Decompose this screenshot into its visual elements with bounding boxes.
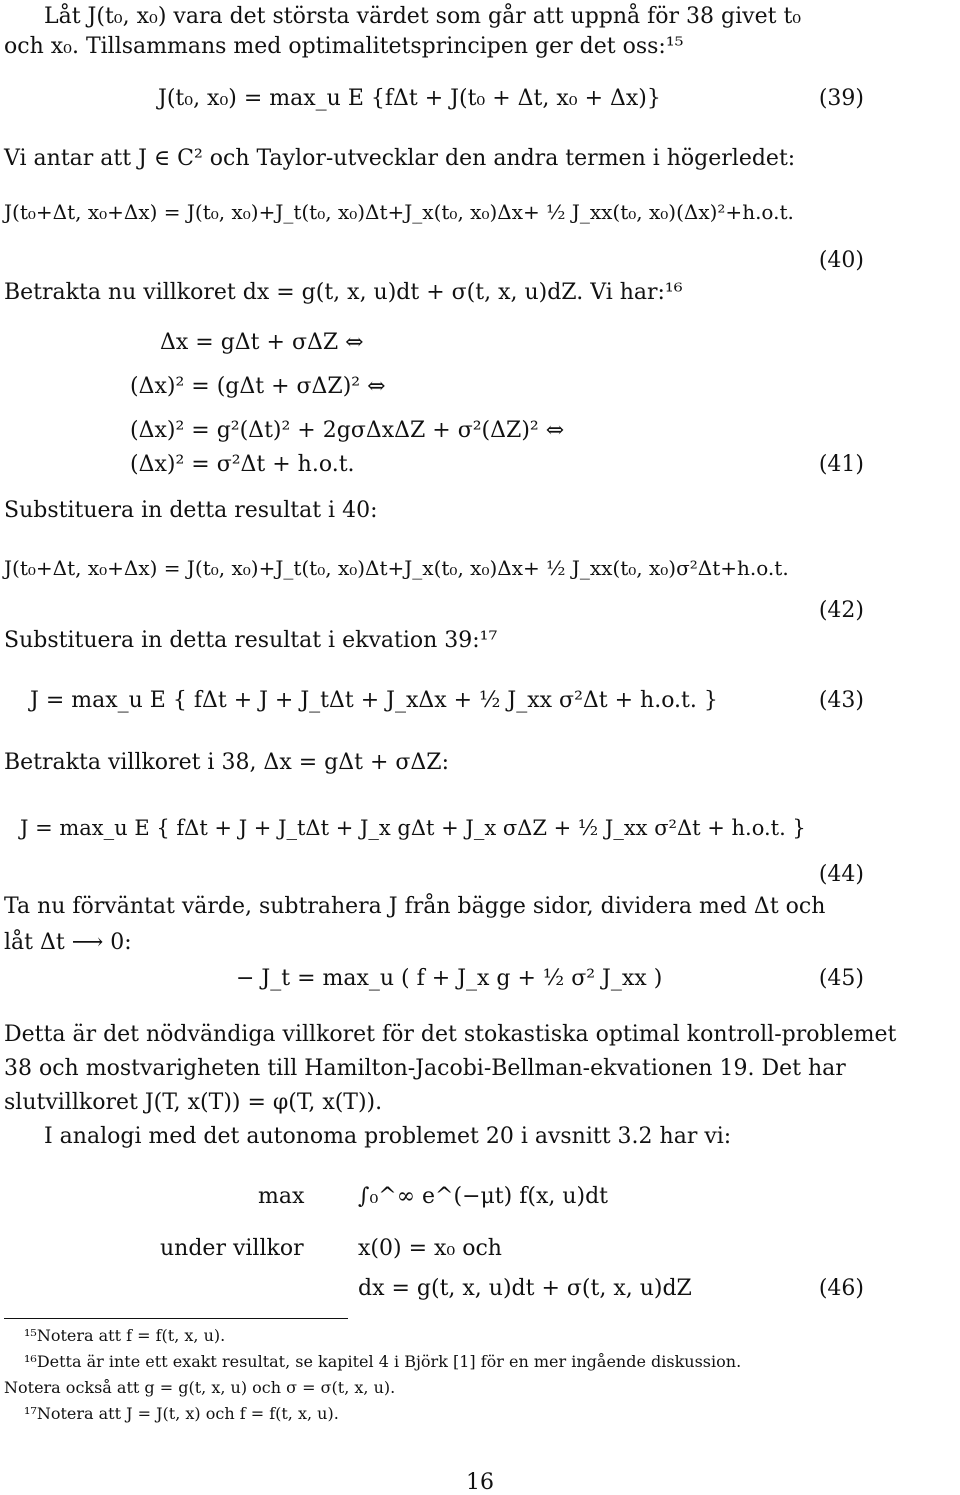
footnote-16: ¹⁶Detta är inte ett exakt resultat, se kapitel 4 i Björk [1] för en mer ingående diskussion. [24,1352,742,1371]
equation-number: (46) [818,1276,864,1301]
equation-46-objective: ∫₀^∞ e^(−μt) f(x, u)dt [358,1184,609,1209]
paragraph-line: Substituera in detta resultat i ekvation 39:¹⁷ [4,628,498,653]
page-number: 16 [466,1470,494,1495]
paragraph-line: låt Δt ⟶ 0: [4,930,132,955]
paragraph-line: Låt J(t₀, x₀) vara det största värdet som går att uppnå för 38 givet t₀ [44,4,802,29]
footnote-15: ¹⁵Notera att f = f(t, x, u). [24,1326,226,1345]
equation-42: J(t₀+Δt, x₀+Δx) = J(t₀, x₀)+J_t(t₀, x₀)Δt+J_x(t₀, x₀)Δx+ ½ J_xx(t₀, x₀)σ²Δt+h.o.t. [4,556,789,580]
paragraph-line: Betrakta nu villkoret dx = g(t, x, u)dt + σ(t, x, u)dZ. Vi har:¹⁶ [4,280,683,305]
paragraph-line: Ta nu förväntat värde, subtrahera J från bägge sidor, dividera med Δt och [4,894,826,919]
footnote-17: ¹⁷Notera att J = J(t, x) och f = f(t, x, u). [24,1404,339,1423]
equation-46-label: under villkor [160,1236,304,1261]
equation-41-line: (Δx)² = σ²Δt + h.o.t. [130,452,355,477]
equation-number: (41) [818,452,864,477]
equation-40: J(t₀+Δt, x₀+Δx) = J(t₀, x₀)+J_t(t₀, x₀)Δt+J_x(t₀, x₀)Δx+ ½ J_xx(t₀, x₀)(Δx)²+h.o.t. [4,200,794,224]
equation-number: (42) [818,598,864,623]
paragraph-line: och x₀. Tillsammans med optimalitetsprincipen ger det oss:¹⁵ [4,34,684,59]
equation-45: − J_t = max_u ( f + J_x g + ½ σ² J_xx ) [236,966,663,991]
equation-41-line: (Δx)² = (gΔt + σΔZ)² ⇔ [130,374,386,399]
equation-number: (43) [818,688,864,713]
paragraph-line: slutvillkoret J(T, x(T)) = φ(T, x(T)). [4,1090,383,1115]
equation-number: (45) [818,966,864,991]
equation-number: (40) [818,248,864,273]
equation-43: J = max_u E { fΔt + J + J_tΔt + J_xΔx + ½ J_xx σ²Δt + h.o.t. } [30,688,718,713]
footnote-16-cont: Notera också att g = g(t, x, u) och σ = σ(t, x, u). [4,1378,396,1397]
paragraph-line: Substituera in detta resultat i 40: [4,498,378,523]
equation-46-label: max [258,1184,305,1209]
paragraph-line: 38 och mostvarigheten till Hamilton-Jacobi-Bellman-ekvationen 19. Det har [4,1056,846,1081]
equation-46-constraint: x(0) = x₀ och [358,1236,502,1261]
paragraph-line: Betrakta villkoret i 38, Δx = gΔt + σΔZ: [4,750,449,775]
paragraph-line: Vi antar att J ∈ C² och Taylor-utvecklar den andra termen i högerledet: [4,146,796,171]
equation-number: (39) [818,86,864,111]
paragraph-line: I analogi med det autonoma problemet 20 i avsnitt 3.2 har vi: [44,1124,732,1149]
equation-41-line: (Δx)² = g²(Δt)² + 2gσΔxΔZ + σ²(ΔZ)² ⇔ [130,418,565,443]
equation-41-line: Δx = gΔt + σΔZ ⇔ [160,330,364,355]
equation-46-constraint: dx = g(t, x, u)dt + σ(t, x, u)dZ [358,1276,692,1301]
equation-number: (44) [818,862,864,887]
equation-44: J = max_u E { fΔt + J + J_tΔt + J_x gΔt + J_x σΔZ + ½ J_xx σ²Δt + h.o.t. } [20,816,806,840]
equation-39: J(t₀, x₀) = max_u E {fΔt + J(t₀ + Δt, x₀ + Δx)} [158,86,661,111]
footnote-rule [4,1318,348,1319]
paragraph-line: Detta är det nödvändiga villkoret för det stokastiska optimal kontroll-problemet [4,1022,897,1047]
